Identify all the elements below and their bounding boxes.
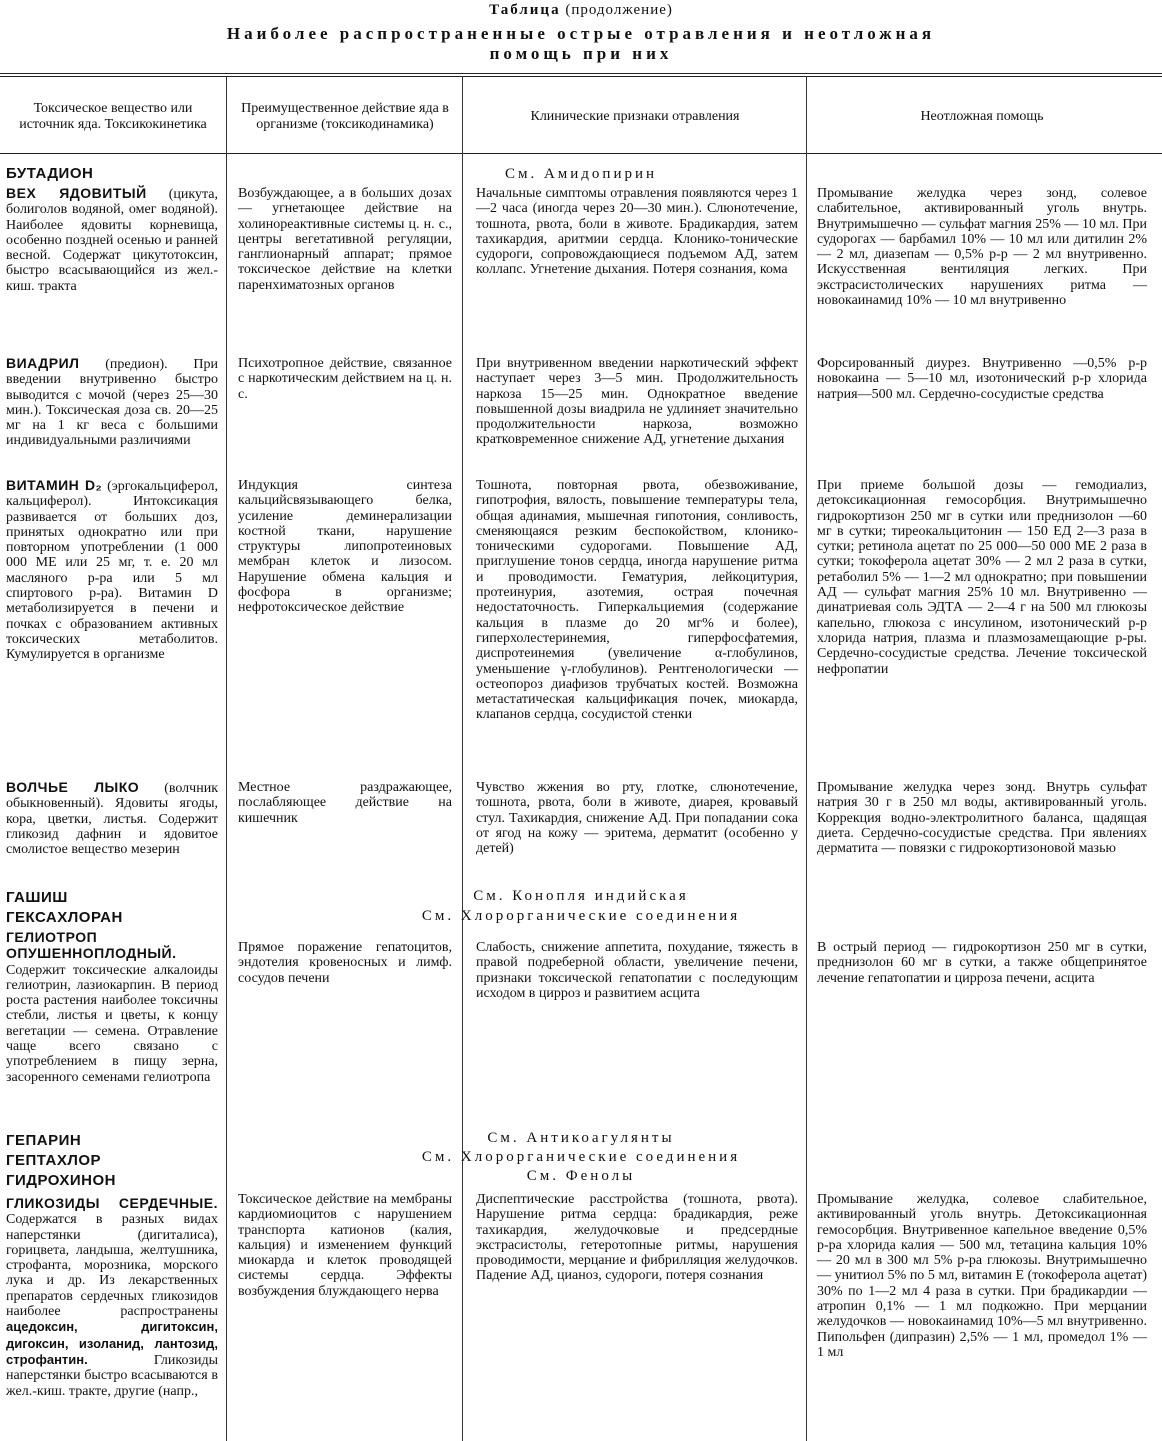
entry-name-vekh: ВЕХ ЯДОВИТЫЙ bbox=[6, 185, 147, 201]
entry-aid-viadril: Форсированный диурез. Внутривенно —0,5% р-р новокаина — 5—10 мл, изотонический р-р хлорида натрия—500 мл. Сердечно-сосудистые средства bbox=[817, 356, 1147, 402]
header-bottom-rule bbox=[0, 153, 1162, 154]
entry-action-viadril: Психотропное действие, связанное с наркотическим действием на ц. н. с. bbox=[238, 356, 452, 402]
table-word: Таблица bbox=[489, 2, 561, 18]
entry-symptoms-glikozidy: Диспептические расстройства (тошнота, рвота). Нарушение ритма сердца: брадикардия, реже тахикардия, желудочковые и предсердные экстрасистолы, гетеротопные ритмы, нарушения проводимости, мерцание и фибрилляция желудочков. Падение АД, цианоз, судороги, потеря сознания bbox=[476, 1192, 798, 1284]
entry-substance-vitamin-d2 bbox=[6, 478, 218, 663]
cross-reference-butadion: См. Амидопирин bbox=[504, 166, 658, 182]
cross-reference-geksakhloran: См. Хлорорганические соединения bbox=[421, 908, 741, 924]
entry-substance-vekh-text: (цикута, болиголов водяной, омег водяной). Наиболее ядовиты корневища, особенно поздней осенью и ранней весной. Содержат цикутотоксин, быстро всасывающийся из жел.-киш. тракта bbox=[6, 187, 218, 294]
entry-aid-vitamin-d2: При приеме большой дозы — гемодиализ, детоксикационная гемосорбция. Внутримышечно гидрокортизон 250 мг в сутки или преднизолон —60 мг в сутки; тиреокальцитонин — 150 ЕД 2—3 раза в сутки; ретинола ацетат по 25 000—50 000 МЕ 2 раза в сутки; токоферола ацетат 30% — 2 мл 2 раза в сутки, ретаболил 5% — 1—2 мл однократно; при повышении АД — сульфат магния 25% 10 мл. Внутривенно — динатриевая соль ЭДТА — 2—4 г на 500 мл глюкозы капельно, глюкоза с инсулином, изотонический р-р хлорида натрия, плазма и плазмозамещающие р-ры. Сердечно-сосудистые средства. Лечение токсической нефропатии bbox=[817, 478, 1147, 677]
entry-action-glikozidy: Токсическое действие на мембраны кардиомиоцитов с нарушением транспорта катионов (калия, кальция) и изменением функций миокарда и клеток проводящей системы сердца. Эффекты возбуждения блуждающего нерва bbox=[238, 1192, 452, 1299]
column-divider-1 bbox=[226, 76, 227, 1441]
entry-name-gidrokhinon: ГИДРОХИНОН bbox=[6, 1172, 116, 1189]
entry-aid-geliotrop: В острый период — гидрокортизон 250 мг в сутки, преднизолон 60 мг в сутки, а также общепринятое лечение гепатопатии и цирроза печени, асцита bbox=[817, 940, 1147, 986]
column-header-action: Преимущественное действие яда в организме (токсикодинамика) bbox=[241, 101, 449, 132]
entry-substance-viadril bbox=[6, 356, 218, 449]
entry-name-viadril: ВИАДРИЛ bbox=[6, 355, 80, 371]
column-header-substance: Токсическое вещество или источник яда. Токсикокинетика bbox=[19, 101, 207, 132]
entry-name-gashish: ГАШИШ bbox=[6, 889, 68, 906]
entry-name-geksakhloran: ГЕКСАХЛОРАН bbox=[6, 909, 123, 926]
entry-substance-vekh bbox=[6, 186, 218, 294]
table-title-line-2: помощь при них bbox=[489, 44, 673, 63]
entry-substance-geliotrop bbox=[6, 930, 218, 1085]
table-title bbox=[0, 24, 1162, 64]
entry-substance-viadril-text: (предион). При введении внутривенно быстро выводится с мочой (через 25—30 мин.). Токсическая доза св. 20—25 мг на 1 кг веса с большими индивидуальными различиями bbox=[6, 357, 218, 449]
cross-reference-gashish: См. Конопля индийская bbox=[473, 888, 689, 904]
entry-substance-glikozidy bbox=[6, 1196, 218, 1399]
entry-substance-volche-lyko bbox=[6, 780, 218, 857]
column-header-first-aid: Неотложная помощь bbox=[920, 109, 1044, 124]
entry-name-geptakhlor: ГЕПТАХЛОР bbox=[6, 1152, 102, 1169]
entry-name-volche-lyko: ВОЛЧЬЕ ЛЫКО bbox=[6, 779, 140, 795]
entry-name-geparin: ГЕПАРИН bbox=[6, 1132, 82, 1149]
entry-name-glikozidy: ГЛИКОЗИДЫ СЕРДЕЧНЫЕ. bbox=[6, 1195, 218, 1211]
entry-aid-volche-lyko: Промывание желудка через зонд. Внутрь сульфат натрия 30 г в 250 мл воды, активированный уголь. Коррекция водно-электролитного баланса, щадящая диета. Сердечно-сосудистые средства. При явлениях дерматита — повязки с гидрокортизоновой мазью bbox=[817, 780, 1147, 857]
entry-name-vitamin-d2: ВИТАМИН D₂ bbox=[6, 477, 103, 493]
cross-reference-geptakhlor: См. Хлорорганические соединения bbox=[421, 1149, 741, 1165]
entry-substance-vitamin-d2-text: (эргокальциферол, кальциферол). Интоксикация развивается от больших доз, принятых однократно или при повторном употреблении (1 000 000 МЕ или 25 мг, т. е. 20 мл масляного р-ра или 5 мл спиртового р-ра). Витамин D метаболизируется в печени и почках с образованием активных токсических метаболитов. Кумулируется в организме bbox=[6, 479, 219, 663]
entry-action-geliotrop: Прямое поражение гепатоцитов, эндотелия кровеносных и лимф. сосудов печени bbox=[238, 940, 452, 986]
entry-substance-glikozidy-drugs: ацедоксин, дигитоксин, дигоксин, изоланид, лантозид, строфантин. bbox=[6, 1319, 218, 1367]
entry-symptoms-viadril: При внутривенном введении наркотический эффект наступает через 3—5 мин. Продолжительность наркоза 15—25 мин. Однократное введение повышенной дозы виадрила не удлиняет значительно продолжительности наркоза, возможно кратковременное снижение АД, угнетение дыхания bbox=[476, 356, 798, 448]
entry-substance-geliotrop-text: Содержит токсические алкалоиды гелиотрин, лазиокарпин. В период роста растения наиболее токсичны стебли, листья и цветы, к концу вегетации — семена. Отравление чаще всего связано с употреблением в пищу зерна, засоренного семенами гелиотропа bbox=[6, 962, 218, 1085]
table-title-line-1: Наиболее распространенные острые отравления и неотложная bbox=[226, 24, 936, 43]
entry-substance-glikozidy-text-b: Гликозиды наперстянки быстро всасываются в жел.-киш. тракте, другие (напр., bbox=[6, 1352, 218, 1399]
entry-action-vitamin-d2: Индукция синтеза кальцийсвязывающего белка, усиление деминерализации костной ткани, нарушение структуры липопротеиновых мембран клеток и лизосом. Нарушение обмена кальция и фосфора в организме; нефротоксическое действие bbox=[238, 478, 452, 616]
column-divider-2 bbox=[462, 76, 463, 1441]
entry-aid-vekh: Промывание желудка через зонд, солевое слабительное, активированный уголь внутрь. Внутримышечно — сульфат магния 25% — 10 мл. При судорогах — барбамил 10% — 10 мл или дитилин 2% — 2 мл, диазепам — 0,5% р-р — 2 мл внутривенно. Искусственная вентиляция легких. При экстрасистолических нарушениях ритма — новокаинамид 10% — 10 мл внутривенно bbox=[817, 186, 1147, 309]
entry-name-geliotrop: ГЕЛИОТРОП ОПУШЕННОПЛОДНЫЙ. bbox=[6, 929, 177, 962]
cross-reference-gidrokhinon: См. Фенолы bbox=[526, 1168, 636, 1184]
header-top-rule-2 bbox=[0, 76, 1162, 77]
entry-name-butadion: БУТАДИОН bbox=[6, 165, 94, 182]
header-top-rule bbox=[0, 73, 1162, 74]
entry-substance-volche-lyko-text: (волчник обыкновенный). Ядовиты ягоды, кора, цветки, листья. Содержит гликозид дафнин и ядовитое смолистое вещество мезерин bbox=[6, 781, 218, 858]
entry-substance-glikozidy-text-a: Содержатся в разных видах наперстянки (дигиталиса), горицвета, ландыша, желтушника, строфанта, морозника, морского лука и др. Из лекарственных препаратов сердечных гликозидов наиболее распространены bbox=[6, 1212, 218, 1320]
entry-action-vekh: Возбуждающее, а в больших дозах — угнетающее действие на холинореактивные системы ц. н. с., центры вегетативной регуляции, ганглионарный аппарат; прямое токсическое действие на клетки паренхиматозных органов bbox=[238, 186, 452, 293]
entry-action-volche-lyko: Местное раздражающее, послабляющее действие на кишечник bbox=[238, 780, 452, 826]
entry-symptoms-volche-lyko: Чувство жжения во рту, глотке, слюнотечение, тошнота, рвота, боли в животе, диарея, кровавый стул. Тахикардия, снижение АД. При попадании сока от ягод на кожу — эритема, дерматит (особенно у детей) bbox=[476, 780, 798, 857]
cross-reference-geparin: См. Антикоагулянты bbox=[487, 1130, 675, 1146]
entry-symptoms-geliotrop: Слабость, снижение аппетита, похудание, тяжесть в правой подреберной области, увеличение печени, признаки токсической гепатопатии с последующим исходом в цирроз и развитием асцита bbox=[476, 940, 798, 1001]
entry-symptoms-vekh: Начальные симптомы отравления появляются через 1—2 часа (иногда через 20—30 мин.). Слюнотечение, тошнота, рвота, боли в животе. Брадикардия, затем тахикардия, аритмии сердца. Клонико-тонические судороги, сопровождающиеся подъемом АД, затем коллапс. Угнетение дыхания. Потеря сознания, кома bbox=[476, 186, 798, 278]
column-divider-3 bbox=[806, 76, 807, 1441]
table-continued: (продолжение) bbox=[565, 2, 673, 18]
column-header-symptoms: Клинические признаки отравления bbox=[530, 109, 740, 124]
entry-aid-glikozidy: Промывание желудка, солевое слабительное, активированный уголь внутрь. Детоксикационная гемосорбция. Внутривенное капельное введение 0,5% р-ра хлорида калия — 500 мл, тетацина кальция 10% — 20 мл в 300 мл 5% р-ра глюкозы. Внутримышечно — унитиол 5% по 5 мл, витамин Е (токоферола ацетат) 30% по 1—2 мл 4 раза в сутки. При брадикардии — атропин 0,1% — 1 мл подкожно. При мерцании желудочков — новокаинамид 10%—5 мл внутривенно. Пипольфен (дипразин) 2,5% — 1 мл, промедол 1% — 1 мл bbox=[817, 1192, 1147, 1360]
entry-symptoms-vitamin-d2: Тошнота, повторная рвота, обезвоживание, гипотрофия, вялость, повышение температуры тела, общая адинамия, мышечная гипотония, сонливость, сменяющаяся резким беспокойством, клонико-тоническими судорогами. Повышение АД, приглушение тонов сердца, иногда нарушение ритма и проводимости. Гематурия, лейкоцитурия, протеинурия, азотемия, острая почечная недостаточность. Гиперкальциемия (содержание кальция в плазме до 20 мг% и более), гиперхолестеринемия, гиперфосфатемия, диспротеинемия (увеличение α-глобулинов, уменьшение γ-глобулинов). Рентгенологически — остеопороз диафизов трубчатых костей. Возможна метастатическая кальцификация почек, миокарда, клапанов сердца, сосудистой стенки bbox=[476, 478, 798, 723]
table-caption bbox=[0, 2, 1162, 19]
